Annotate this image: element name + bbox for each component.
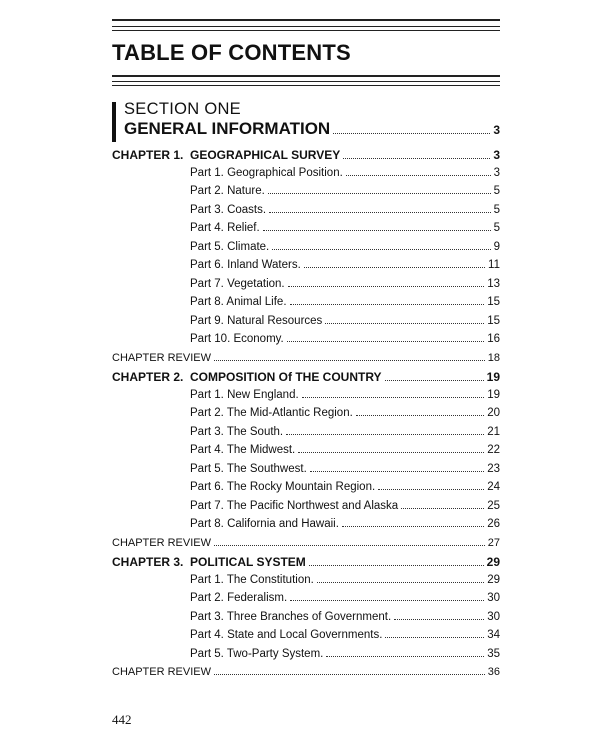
entry-title: Part 5. Climate. bbox=[190, 240, 270, 253]
page-ref: 20 bbox=[487, 407, 500, 419]
dot-leader bbox=[385, 380, 484, 381]
page-ref: 5 bbox=[493, 222, 500, 234]
page-number: 442 bbox=[112, 712, 132, 727]
page-ref: 35 bbox=[487, 647, 500, 660]
page-ref: 9 bbox=[493, 240, 500, 253]
page-ref: 15 bbox=[487, 296, 500, 308]
part-entry[interactable] bbox=[112, 315, 500, 334]
page-ref: 18 bbox=[487, 351, 500, 364]
dot-leader bbox=[346, 175, 491, 176]
entry-title: Part 8. California and Hawaii. bbox=[190, 518, 339, 530]
part-entry[interactable] bbox=[112, 167, 500, 186]
entry-title: Part 8. Animal Life. bbox=[190, 296, 287, 308]
dot-leader bbox=[343, 158, 490, 159]
section-title-entry[interactable] bbox=[124, 119, 500, 139]
toc-list bbox=[112, 148, 500, 685]
part-entry[interactable] bbox=[112, 222, 500, 241]
entry-title: Part 4. Relief. bbox=[190, 222, 260, 234]
entry-title: Part 2. Nature. bbox=[190, 185, 265, 197]
entry-title: Part 3. Coasts. bbox=[190, 203, 267, 216]
chapter-entry[interactable] bbox=[112, 148, 500, 167]
dot-leader bbox=[298, 452, 484, 453]
dot-leader bbox=[342, 526, 484, 527]
entry-title: Part 7. Vegetation. bbox=[190, 277, 285, 290]
part-entry[interactable] bbox=[112, 648, 500, 667]
chapter-label: CHAPTER 1. bbox=[112, 148, 184, 162]
page-ref: 29 bbox=[487, 573, 500, 586]
part-entry[interactable] bbox=[112, 333, 500, 352]
dot-leader bbox=[214, 674, 485, 675]
page-ref: 21 bbox=[487, 425, 500, 438]
chapter-entry[interactable] bbox=[112, 555, 500, 574]
dot-leader bbox=[214, 360, 485, 361]
entry-title: Part 3. Three Branches of Government. bbox=[190, 610, 392, 623]
entry-title: Part 2. The Mid-Atlantic Region. bbox=[190, 407, 353, 419]
chapter-label: CHAPTER 2. bbox=[112, 370, 184, 384]
entry-title: Part 6. The Rocky Mountain Region. bbox=[190, 481, 376, 493]
dot-leader bbox=[302, 397, 485, 398]
page-ref: 13 bbox=[487, 277, 500, 290]
part-entry[interactable] bbox=[112, 389, 500, 408]
dot-leader bbox=[290, 600, 484, 601]
part-entry[interactable] bbox=[112, 407, 500, 426]
section-title: GENERAL INFORMATION bbox=[124, 119, 331, 138]
page-ref: 3 bbox=[493, 123, 500, 137]
entry-title: Part 10. Economy. bbox=[190, 333, 284, 345]
entry-title: Part 1. New England. bbox=[190, 388, 299, 401]
section-marker-bar bbox=[112, 102, 116, 142]
dot-leader bbox=[310, 471, 484, 472]
entry-title: CHAPTER REVIEW bbox=[112, 536, 212, 549]
dot-leader bbox=[268, 193, 491, 194]
entry-title: Part 3. The South. bbox=[190, 425, 284, 438]
dot-leader bbox=[385, 637, 484, 638]
part-entry[interactable] bbox=[112, 500, 500, 519]
part-entry[interactable] bbox=[112, 592, 500, 611]
page-ref: 3 bbox=[493, 148, 500, 162]
dot-leader bbox=[263, 230, 491, 231]
dot-leader bbox=[287, 341, 484, 342]
chapter-review-entry[interactable] bbox=[112, 537, 500, 556]
chapter-entry[interactable] bbox=[112, 370, 500, 389]
page-ref: 19 bbox=[487, 388, 500, 401]
dot-leader bbox=[394, 619, 484, 620]
entry-title: Part 9. Natural Resources bbox=[190, 314, 323, 327]
part-entry[interactable] bbox=[112, 204, 500, 223]
page-ref: 36 bbox=[487, 666, 500, 678]
part-entry[interactable] bbox=[112, 259, 500, 278]
dot-leader bbox=[288, 286, 485, 287]
page-ref: 5 bbox=[493, 185, 500, 197]
dot-leader bbox=[304, 267, 485, 268]
page-ref: 3 bbox=[493, 166, 500, 179]
dot-leader bbox=[326, 656, 484, 657]
entry-title: Part 5. Two-Party System. bbox=[190, 647, 324, 660]
entry-title: Part 4. State and Local Governments. bbox=[190, 629, 383, 641]
dot-leader bbox=[286, 434, 484, 435]
divider bbox=[112, 30, 500, 31]
page-ref: 11 bbox=[488, 259, 500, 271]
part-entry[interactable] bbox=[112, 296, 500, 315]
dot-leader bbox=[269, 212, 491, 213]
dot-leader bbox=[214, 545, 485, 546]
part-entry[interactable] bbox=[112, 611, 500, 630]
section-label: SECTION ONE bbox=[124, 100, 241, 118]
dot-leader bbox=[378, 489, 484, 490]
page-ref: 26 bbox=[487, 518, 500, 530]
dot-leader bbox=[401, 508, 484, 509]
dot-leader bbox=[317, 582, 484, 583]
page-ref: 19 bbox=[486, 370, 500, 384]
entry-title: Part 1. Geographical Position. bbox=[190, 166, 343, 179]
page-ref: 23 bbox=[487, 462, 500, 475]
page-ref: 24 bbox=[487, 481, 500, 493]
entry-title: Part 6. Inland Waters. bbox=[190, 259, 301, 271]
page-ref: 34 bbox=[487, 629, 500, 641]
page-ref: 5 bbox=[493, 203, 500, 216]
page-ref: 16 bbox=[487, 333, 500, 345]
divider bbox=[112, 85, 500, 86]
top-rules bbox=[112, 19, 500, 31]
page-ref: 15 bbox=[487, 314, 500, 327]
dot-leader bbox=[356, 415, 484, 416]
entry-title: Part 4. The Midwest. bbox=[190, 444, 296, 456]
dot-leader bbox=[325, 323, 484, 324]
divider bbox=[112, 26, 500, 27]
part-entry[interactable] bbox=[112, 574, 500, 593]
part-entry[interactable] bbox=[112, 463, 500, 482]
entry-title: COMPOSITION Of THE COUNTRY bbox=[190, 370, 382, 384]
part-entry[interactable] bbox=[112, 444, 500, 463]
part-entry[interactable] bbox=[112, 518, 500, 537]
entry-title: GEOGRAPHICAL SURVEY bbox=[190, 148, 341, 162]
title-underline-rules bbox=[112, 75, 500, 86]
divider bbox=[112, 75, 500, 77]
part-entry[interactable] bbox=[112, 426, 500, 445]
divider bbox=[112, 19, 500, 21]
entry-title: Part 2. Federalism. bbox=[190, 592, 288, 604]
page-ref: 30 bbox=[487, 592, 500, 604]
page-ref: 29 bbox=[486, 555, 500, 569]
entry-title: CHAPTER REVIEW bbox=[112, 351, 212, 364]
page-ref: 22 bbox=[487, 444, 500, 456]
chapter-review-entry[interactable] bbox=[112, 666, 500, 685]
entry-title: Part 5. The Southwest. bbox=[190, 462, 307, 475]
entry-title: Part 1. The Constitution. bbox=[190, 573, 314, 586]
part-entry[interactable] bbox=[112, 481, 500, 500]
chapter-label: CHAPTER 3. bbox=[112, 555, 184, 569]
divider bbox=[112, 81, 500, 82]
chapter-review-entry[interactable] bbox=[112, 352, 500, 371]
dot-leader bbox=[333, 133, 490, 134]
dot-leader bbox=[309, 565, 484, 566]
part-entry[interactable] bbox=[112, 185, 500, 204]
part-entry[interactable] bbox=[112, 241, 500, 260]
page-ref: 30 bbox=[487, 610, 500, 623]
entry-title: CHAPTER REVIEW bbox=[112, 666, 212, 678]
dot-leader bbox=[272, 249, 490, 250]
part-entry[interactable] bbox=[112, 629, 500, 648]
page-title: TABLE OF CONTENTS bbox=[112, 40, 351, 65]
entry-title: Part 7. The Pacific Northwest and Alaska bbox=[190, 499, 399, 512]
page-ref: 25 bbox=[487, 499, 500, 512]
dot-leader bbox=[290, 304, 485, 305]
entry-title: POLITICAL SYSTEM bbox=[190, 555, 306, 569]
part-entry[interactable] bbox=[112, 278, 500, 297]
page-ref: 27 bbox=[487, 536, 500, 549]
